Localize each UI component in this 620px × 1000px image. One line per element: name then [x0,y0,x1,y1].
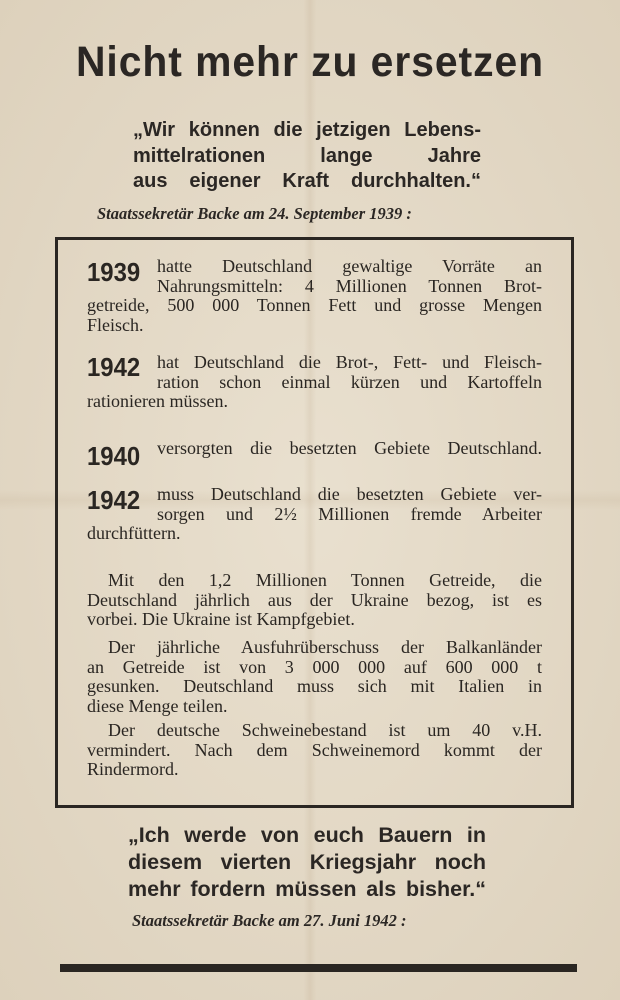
bottom-quote-attribution: Staatssekretär Backe am 27. Juni 1942 : [132,911,407,930]
text-line: Der jährliche Ausfuhrüberschuss der Balkanländer [108,637,542,657]
text-line: versorgten die besetzten Gebiete Deutschland. [157,438,542,458]
paragraph [87,638,542,716]
year-label: 1939 [87,257,141,287]
bottom-rule [60,964,577,972]
entry-text [87,439,542,459]
paragraph [87,571,542,630]
year-label: 1942 [87,485,141,515]
page-title: Nicht mehr zu ersetzen [75,38,545,86]
text-line: hat Deutschland die Brot-, Fett- und Fleisch- [157,352,542,372]
text-line: vermindert. Nach dem Schweinemord kommt der [87,739,542,760]
text-line: sorgen und 2½ Millionen fremde Arbeiter [157,503,542,524]
year-label: 1942 [87,352,141,382]
top-quote-attribution: Staatssekretär Backe am 24. September 1939 : [97,204,412,223]
text-line: Mit den 1,2 Millionen Tonnen Getreide, die [108,570,542,590]
quote-line: mittelrationen lange Jahre [133,144,481,167]
text-line: ration schon einmal kürzen und Kartoffeln [157,371,542,392]
entry-text [87,353,542,412]
text-line: diese Menge teilen. [87,695,228,716]
paragraph [87,721,542,780]
text-line: vorbei. Die Ukraine ist Kampfgebiet. [87,609,355,629]
text-line: rationieren müssen. [87,391,228,411]
text-line: getreide, 500 000 Tonnen Fett und grosse Mengen [87,295,542,315]
quote-line: „Wir können die jetzigen Lebens- [133,119,481,141]
text-line: Nahrungsmitteln: 4 Millionen Tonnen Brot- [157,275,542,296]
text-line: Der deutsche Schweinebestand ist um 40 v.H. [108,720,542,740]
text-line: Deutschland jährlich aus der Ukraine bezog, ist es [87,589,542,610]
entry-text [87,257,542,335]
text-line: muss Deutschland die besetzten Gebiete ver- [157,484,542,504]
quote-line: aus eigener Kraft durchhalten.“ [133,170,481,192]
top-quote [133,118,481,195]
entry-text [87,485,542,544]
bottom-quote [128,822,486,903]
year-label: 1940 [87,441,141,471]
text-line: Fleisch. [87,314,144,335]
text-line: durchfüttern. [87,523,181,543]
quote-line: diesem vierten Kriegsjahr noch [128,850,486,874]
text-line: Rindermord. [87,759,179,779]
quote-line: „Ich werde von euch Bauern in [128,823,486,847]
text-line: hatte Deutschland gewaltige Vorräte an [157,256,542,276]
text-line: gesunken. Deutschland muss sich mit Italien in [87,676,542,696]
quote-line: mehr fordern müssen als bisher.“ [128,877,486,901]
text-line: an Getreide ist von 3 000 000 auf 600 000 t [87,656,542,677]
